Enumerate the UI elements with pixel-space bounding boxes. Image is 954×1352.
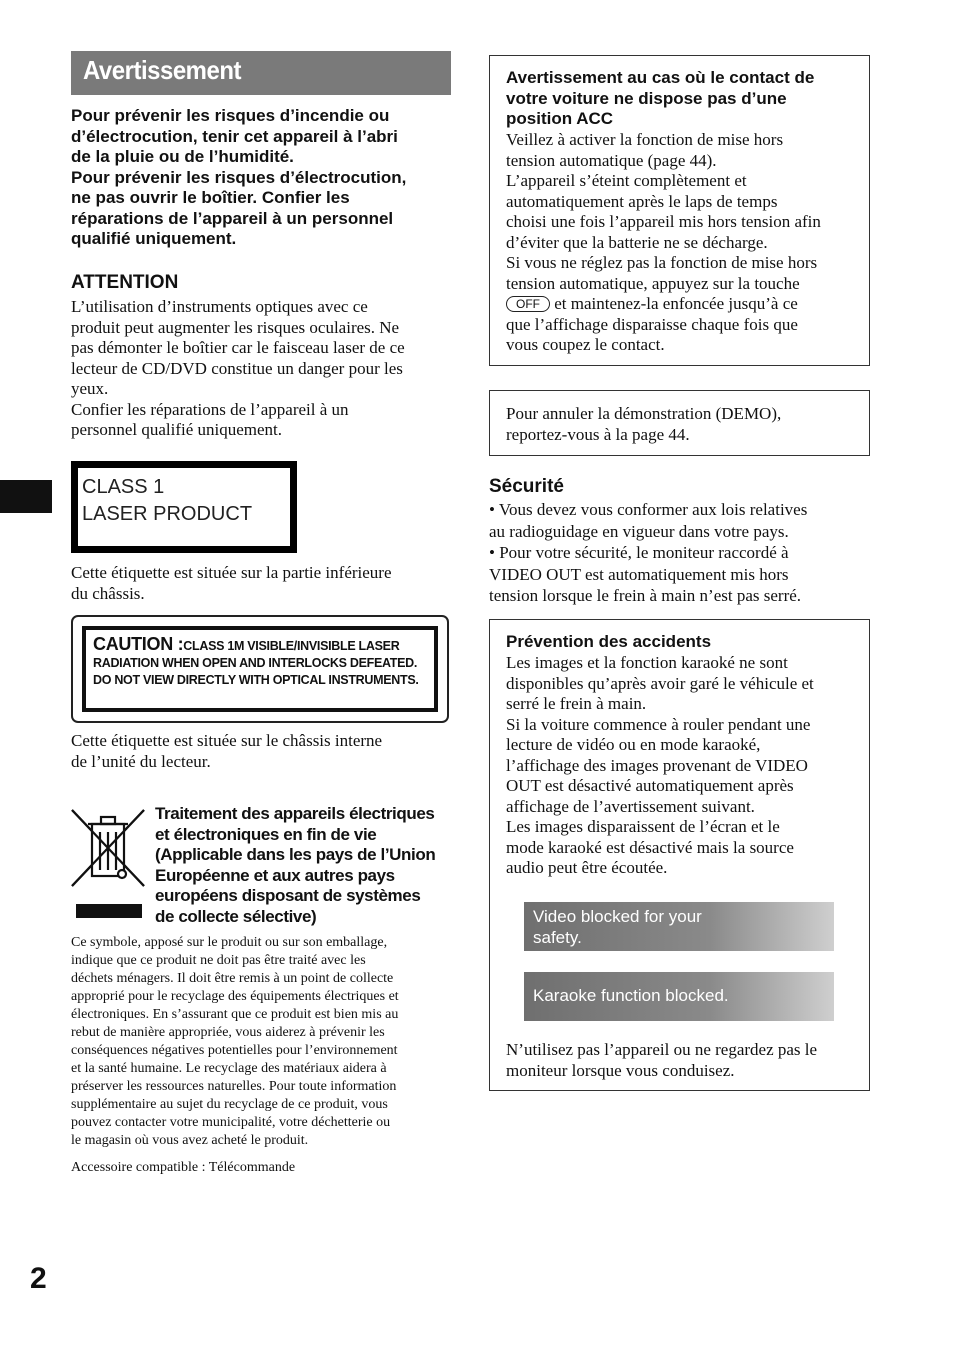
attention-heading: ATTENTION xyxy=(71,272,179,293)
prevention-title: Prévention des accidents xyxy=(506,632,712,651)
prevention-text: Les images et la fonction karaoké ne sont disponibles qu’après avoir garé le véhicule et serré le frein à main. Si la voiture commence à rouler pendant une lecture de vidéo ou en mode karaoké, l’affichage des images provenant de VIDEO OUT est désactivé automatiquement après affichage de l’avertissement suivant. Les images disparaissent de l’écran et le mode karaoké est désactivé mais la source audio peut être écoutée. xyxy=(506,653,814,877)
caution-label-caption: Cette étiquette est située sur le châssis interne de l’unité du lecteur. xyxy=(71,731,383,771)
chapter-tab-marker xyxy=(0,480,52,513)
weee-text: Ce symbole, apposé sur le produit ou sur son emballage, indique que ce produit ne doit pas être traité avec les déchets ménagers. Il doit être remis à un point de collecte approprié pour le recyclage des équipements électriques et électroniques. En s’assurant que ce produit est bien mis au rebut de manière appropriée, vous aiderez à prévenir les conséquences négatives potentielles pour l’environnement et la santé humaine. Le recyclage des matériaux aidera à préserver les ressources naturelles. Pour toute information supplémentaire au sujet du recyclage de ce produit, vous pouvez contacter votre municipalité, votre déchetterie ou le magasin où vous avez acheté le produit. xyxy=(71,935,399,1148)
laser-label-caption: Cette étiquette est située sur la partie inférieure du châssis. xyxy=(71,563,392,603)
caution-word: CAUTION : xyxy=(93,634,184,654)
acc-warning-title: Avertissement au cas où le contact de votre voiture ne dispose pas d’une position ACC xyxy=(506,68,815,128)
section-title-bar xyxy=(71,51,451,95)
video-blocked-message: Video blocked for your safety. xyxy=(524,902,834,951)
laser-class-label: CLASS 1 LASER PRODUCT xyxy=(71,461,297,553)
security-heading: Sécurité xyxy=(489,476,564,497)
list-item: • Vous devez vous conformer aux lois relatives au radioguidage en vigueur dans votre pays. xyxy=(489,500,808,541)
safety-warning: Pour prévenir les risques d’incendie ou d’électrocution, tenir cet appareil à l’abri de la pluie ou de l’humidité. Pour prévenir les risques d’électrocution, ne pas ouvrir le boîtier. Confier les réparations de l’appareil à un personnel qualifié uniquement. xyxy=(71,106,407,248)
acc-warning-box xyxy=(489,55,870,366)
off-key-icon: OFF xyxy=(506,296,550,312)
demo-note-box: Pour annuler la démonstration (DEMO), reportez-vous à la page 44. xyxy=(489,390,870,456)
crossed-bin-icon xyxy=(70,806,146,922)
security-list xyxy=(489,499,874,607)
attention-text: L’utilisation d’instruments optiques avec ce produit peut augmenter les risques oculaires. Ne pas démonter le boîtier car le faisceau laser de ce lecteur de CD/DVD constitue un danger pour les yeux. Confier les réparations de l’appareil à un personnel qualifié uniquement. xyxy=(71,297,405,439)
page-number: 2 xyxy=(30,1262,47,1295)
prevention-footer: N’utilisez pas l’appareil ou ne regardez pas le moniteur lorsque vous conduisez. xyxy=(506,1040,818,1080)
weee-title: Traitement des appareils électriques et électroniques en fin de vie (Applicable dans les pays de l’Union Européenne et aux autres pays européens disposant de systèmes de collecte sélective) xyxy=(155,804,436,926)
acc-warning-text: Veillez à activer la fonction de mise hors tension automatique (page 44). L’appareil s’éteint complètement et automatiquement après le laps de temps choisi une fois l’appareil mis hors tension afin d’éviter que la batterie ne se décharge. Si vous ne réglez pas la fonction de mise hors tension automatique, appuyez sur la touche OFF et maintenez-la enfoncée jusqu’à ce que l’affichage disparaisse chaque fois que vous coupez le contact. xyxy=(506,130,821,354)
accessory-note: Accessoire compatible : Télécommande xyxy=(71,1160,296,1175)
karaoke-blocked-message: Karaoke function blocked. xyxy=(524,972,834,1021)
page-title: Avertissement xyxy=(83,55,241,85)
caution-label: CAUTION :CLASS 1M VISIBLE/INVISIBLE LASER RADIATION WHEN OPEN AND INTERLOCKS DEFEATED. DO NOT VIEW DIRECTLY WITH OPTICAL INSTRUMENTS. xyxy=(71,615,449,723)
list-item: • Pour votre sécurité, le moniteur raccordé à VIDEO OUT est automatiquement mis hors tension lorsque le frein à main n’est pas serré. xyxy=(489,543,802,605)
accident-prevention-box xyxy=(489,619,870,1091)
